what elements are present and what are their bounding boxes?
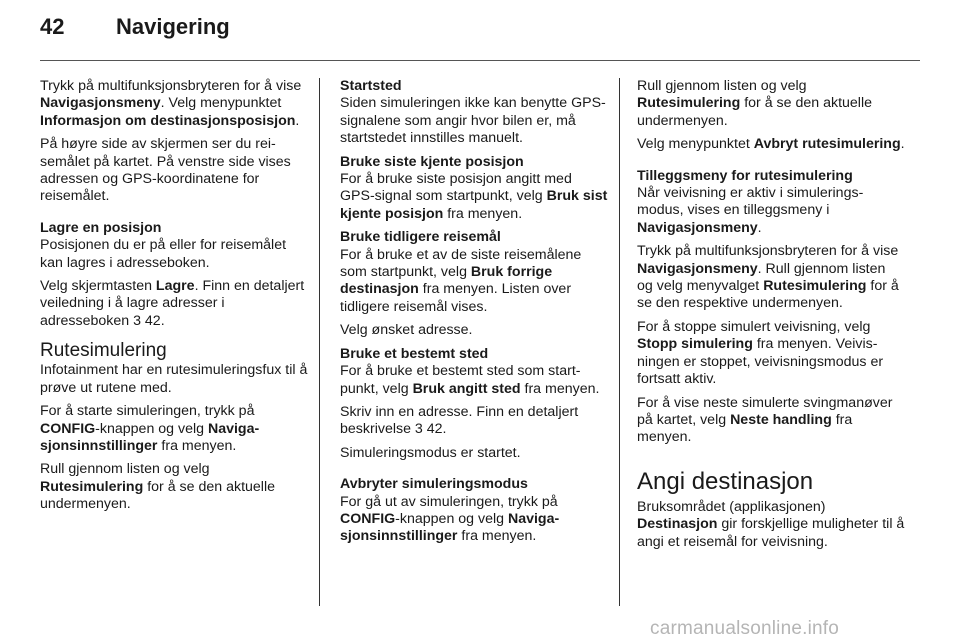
paragraph: For gå ut av simuleringen, trykk på CONFIG-knappen og velg Navigasjonsinnstillinger fra menyen. xyxy=(340,493,560,545)
paragraph: Velg menypunktet Avbryt rutesimulering. xyxy=(637,136,905,153)
paragraph: For å vise neste simulerte svingmanøver på kartet, velg Neste handling fra menyen. xyxy=(637,394,893,446)
column-2 xyxy=(340,78,608,552)
paragraph: Skriv inn en adresse. Finn en detaljert beskrivelse 3 42. xyxy=(340,403,579,438)
page-ref-arrow-icon: 3 xyxy=(133,312,141,329)
column-1 xyxy=(40,78,308,520)
column-3 xyxy=(637,78,905,557)
paragraph: Bruksområdet (applikasjonen) Destinasjon gir forskjellige muligheter til å angi et reisemål for veivisning. xyxy=(637,498,905,550)
column-divider-1 xyxy=(319,78,320,606)
paragraph: For å starte simuleringen, trykk på CONFIG-knappen og velg Navigasjonsinnstillinger fra menyen. xyxy=(40,403,260,454)
paragraph: Simuleringsmodus er startet. xyxy=(340,444,521,461)
section-subheading: Lagre en posisjon xyxy=(40,219,162,236)
paragraph: Velg skjermtasten Lagre. Finn en detaljert veiledning i å lagre adresser i adresseboken 3 42. xyxy=(40,278,305,329)
section-subheading: Startsted xyxy=(340,78,402,94)
page-ref-arrow-icon: 3 xyxy=(414,421,423,438)
paragraph: Infotainment har en rutesimuleringsfux til å prøve ut rutene med. xyxy=(40,362,308,396)
paragraph: Trykk på multifunksjonsbryteren for å vise Navigasjonsmeny. Velg menypunktet Informasjon om destinasjonsposisjon. xyxy=(40,78,302,129)
paragraph: Trykk på multifunksjonsbryteren for å vise Navigasjonsmeny. Rull gjennom listen og velg menyvalget Rutesimulering for å se den respektive undermenyen. xyxy=(637,243,899,312)
paragraph: Rull gjennom listen og velg Rutesimulering for å se den aktuelle undermenyen. xyxy=(637,78,872,129)
section-heading: Rutesimulering xyxy=(40,340,167,362)
paragraph: For å stoppe simulert veivisning, velg Stopp simulering fra menyen. Veivisningen er stoppet, veivisningsmodus er fortsatt aktiv. xyxy=(637,318,884,388)
column-divider-2 xyxy=(619,78,620,606)
page-header xyxy=(40,14,230,50)
paragraph: Velg ønsket adresse. xyxy=(340,322,473,339)
watermark: carmanualsonline.info xyxy=(650,618,840,639)
header-divider xyxy=(40,60,920,61)
paragraph: Rull gjennom listen og velg Rutesimulering for å se den aktuelle undermenyen. xyxy=(40,461,275,513)
section-subheading: Avbryter simuleringsmodus xyxy=(340,476,528,493)
paragraph: Siden simuleringen ikke kan benytte GPS-signalene som angir hvor bilen er, må startstedet innstilles manuelt. xyxy=(340,95,606,147)
paragraph: Når veivisning er aktiv i simuleringsmodus, vises en tilleggsmeny i Navigasjonsmeny. xyxy=(637,185,864,236)
section-heading: Angi destinasjon xyxy=(637,467,814,495)
paragraph: Posisjonen du er på eller for reisemålet kan lagres i adresseboken. xyxy=(40,237,287,271)
page-number: 42 xyxy=(40,14,65,39)
page-title: Navigering xyxy=(116,14,230,39)
section-subheading: Tilleggsmeny for rutesimulering xyxy=(637,167,853,184)
section-subheading: Bruke tidligere reisemål xyxy=(340,229,501,246)
paragraph: For å bruke siste posisjon angitt med GPS-signal som startpunkt, velg Bruk sist kjente posisjon fra menyen. xyxy=(340,171,608,222)
paragraph: På høyre side av skjermen ser du reisemålet på kartet. På venstre side vises adressen og GPS-koordinatene for reisemålet. xyxy=(40,136,291,205)
section-subheading: Bruke et bestemt sted xyxy=(340,345,489,362)
paragraph: For å bruke et bestemt sted som startpunkt, velg Bruk angitt sted fra menyen. xyxy=(340,363,600,397)
section-subheading: Bruke siste kjente posisjon xyxy=(340,153,524,170)
paragraph: For å bruke et av de siste reisemålene som startpunkt, velg Bruk forrige destinasjon fra menyen. Listen over tidligere reisemål vises. xyxy=(340,246,582,315)
